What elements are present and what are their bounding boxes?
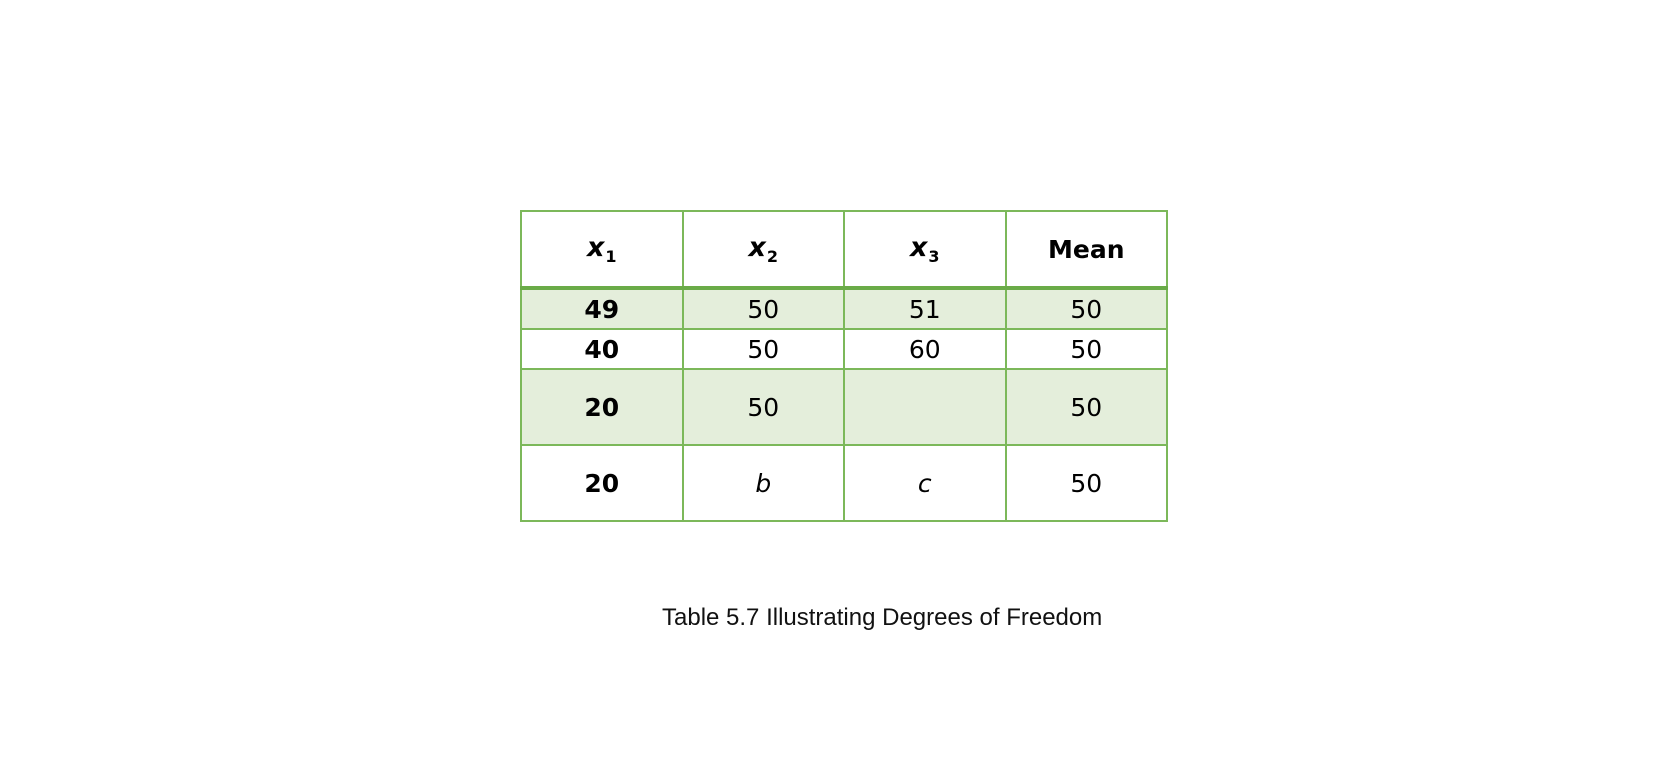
cell-mean: 50 (1006, 329, 1168, 369)
cell-x2: 50 (683, 329, 845, 369)
header-x3 (844, 211, 1006, 288)
cell-x3 (844, 369, 1006, 445)
cell-mean: 50 (1006, 369, 1168, 445)
cell-x2: 50 (683, 288, 845, 329)
table-row (521, 445, 1167, 521)
header-x3-subscript: 3 (928, 247, 940, 266)
header-mean: Mean (1006, 211, 1168, 288)
cell-mean: 50 (1006, 445, 1168, 521)
cell-x3: 60 (844, 329, 1006, 369)
table-row (521, 329, 1167, 369)
header-x2-subscript: 2 (766, 247, 779, 266)
header-x1-subscript: 1 (605, 247, 617, 266)
cell-x2: b (683, 445, 845, 521)
cell-x1: 49 (521, 288, 683, 329)
cell-x1: 20 (521, 369, 683, 445)
header-x1 (521, 211, 683, 288)
table-row (521, 369, 1167, 445)
cell-x3: 51 (844, 288, 1006, 329)
degrees-of-freedom-table-container (520, 210, 1168, 522)
header-x2 (683, 211, 845, 288)
cell-mean: 50 (1006, 288, 1168, 329)
header-x3-symbol: $x_3$ (909, 232, 940, 266)
header-x2-symbol: $x_2$ (748, 232, 779, 266)
cell-x3: c (844, 445, 1006, 521)
table-row (521, 288, 1167, 329)
table-caption: Table 5.7 Illustrating Degrees of Freedom (662, 604, 1103, 631)
table-header-row (521, 211, 1167, 288)
header-x1-symbol: $x_1$ (586, 232, 617, 266)
degrees-of-freedom-table (520, 210, 1168, 522)
cell-x1: 40 (521, 329, 683, 369)
cell-x2: 50 (683, 369, 845, 445)
cell-x1: 20 (521, 445, 683, 521)
